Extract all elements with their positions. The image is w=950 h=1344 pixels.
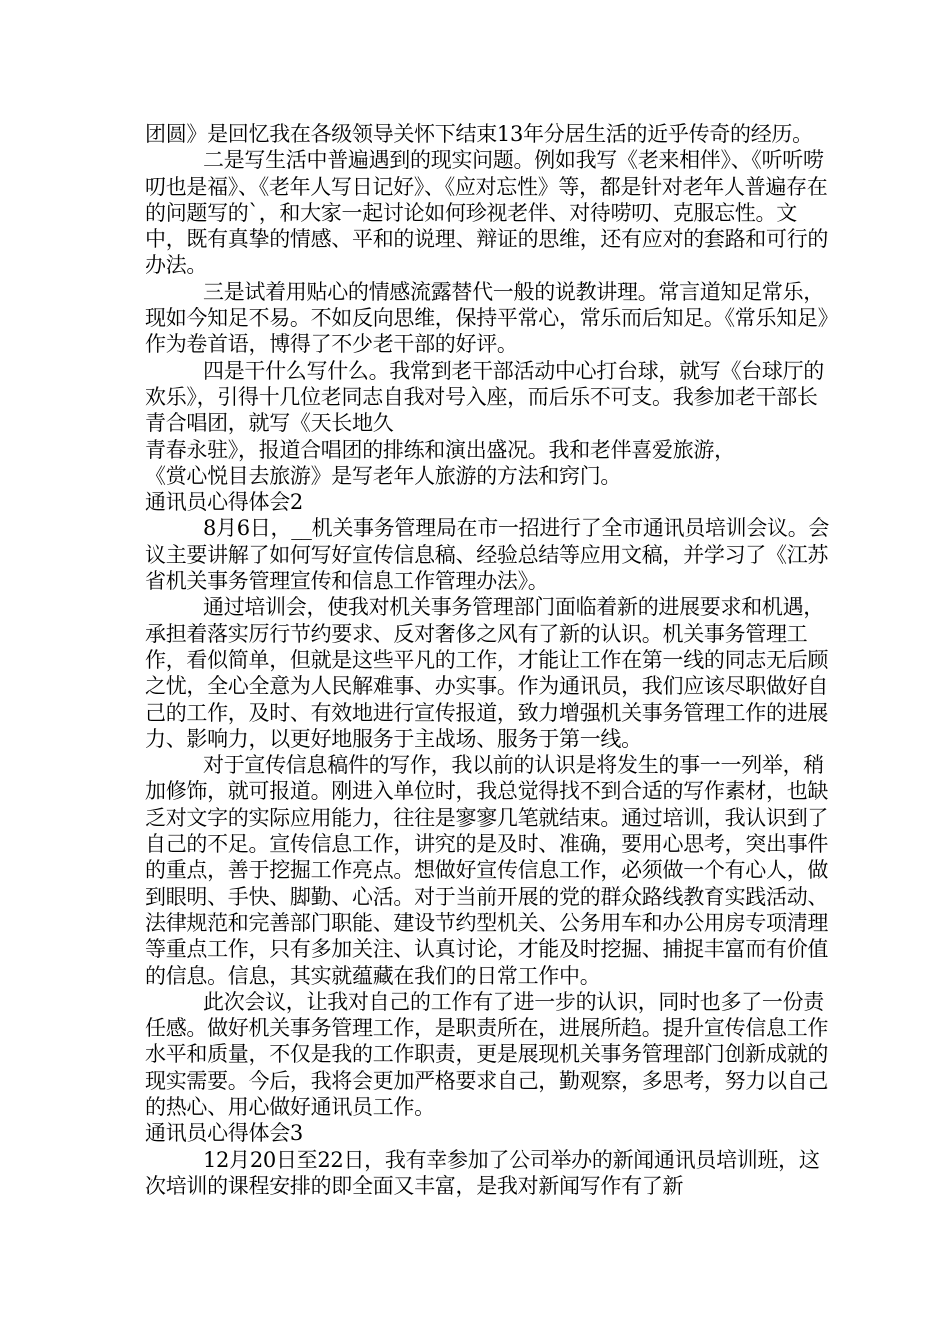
document-body	[145, 121, 835, 1199]
paragraph-line: 《赏心悦目去旅游》是写老年人旅游的方法和窍门。	[145, 463, 622, 488]
paragraph: 对于宣传信息稿件的写作，我以前的认识是将发生的事一一列举，稍加修饰，就可报道。刚进入单位时，我总觉得找不到合适的写作素材，也缺乏对文字的实际应用能力，往往是寥寥几笔就结束。通过培训，我认识到了自己的不足。宣传信息工作，讲究的是及时、准确，要用心思考，突出事件的重点，善于挖掘工作亮点。想做好宣传信息工作，必须做一个有心人，做到眼明、手快、脚勤、心活。对于当前开展的党的群众路线教育实践活动、法律规范和完善部门职能、建设节约型机关、公务用车和办公用房专项清理等重点工作，只有多加关注、认真讨论，才能及时挖掘、捕捉丰富而有价值的信息。信息，其实就蕴藏在我们的日常工作中。	[145, 753, 829, 988]
section-heading-2: 通讯员心得体会2	[145, 490, 303, 515]
paragraph: 12月20日至22日，我有幸参加了公司举办的新闻通讯员培训班，这次培训的课程安排的即全面又丰富，是我对新闻写作有了新	[145, 1147, 820, 1198]
paragraph-point-four: 四是干什么写什么。我常到老干部活动中心打台球，就写《台球厅的欢乐》，引得十几位老同志自我对号入座，而后乐不可支。我参加老干部长青合唱团，就写《天长地久	[145, 358, 824, 436]
paragraph-point-two: 二是写生活中普遍遇到的现实问题。例如我写《老来相伴》、《听听唠叨也是福》、《老年人写日记好》、《应对忘性》等，都是针对老年人普遍存在的问题写的`，和大家一起讨论如何珍视老伴、对待唠叨、克服忘性。文中，既有真挚的情感、平和的说理、辩证的思维，还有应对的套路和可行的办法。	[145, 148, 829, 278]
paragraph: 此次会议，让我对自己的工作有了进一步的认识，同时也多了一份责任感。做好机关事务管理工作，是职责所在，进展所趋。提升宣传信息工作水平和质量，不仅是我的工作职责，更是展现机关事务管理部门创新成就的现实需要。今后，我将会更加严格要求自己，勤观察，多思考，努力以自己的热心、用心做好通讯员工作。	[145, 989, 829, 1119]
paragraph: 通过培训会，使我对机关事务管理部门面临着新的进展要求和机遇，承担着落实厉行节约要求、反对奢侈之风有了新的认识。机关事务管理工作，看似简单，但就是这些平凡的工作，才能让工作在第一线的同志无后顾之忧，全心全意为人民解难事、办实事。作为通讯员，我们应该尽职做好自己的工作，及时、有效地进行宣传报道，致力增强机关事务管理工作的进展力、影响力，以更好地服务于主战场、服务于第一线。	[145, 595, 829, 751]
paragraph: 8月6日，__机关事务管理局在市一招进行了全市通讯员培训会议。会议主要讲解了如何写好宣传信息稿、经验总结等应用文稿，并学习了《江苏省机关事务管理宣传和信息工作管理办法》。	[145, 516, 830, 594]
paragraph-continuation: 团圆》是回忆我在各级领导关怀下结束13年分居生活的近乎传奇的经历。	[145, 122, 813, 146]
paragraph-line: 青春永驻》，报道合唱团的排练和演出盛况。我和老伴喜爱旅游，	[145, 437, 735, 462]
section-heading-3: 通讯员心得体会3	[145, 1121, 303, 1146]
paragraph-point-three: 三是试着用贴心的情感流露替代一般的说教讲理。常言道知足常乐，现如今知足不易。不如反向思维，保持平常心，常乐而后知足。《常乐知足》作为卷首语，博得了不少老干部的好评。	[145, 279, 828, 357]
